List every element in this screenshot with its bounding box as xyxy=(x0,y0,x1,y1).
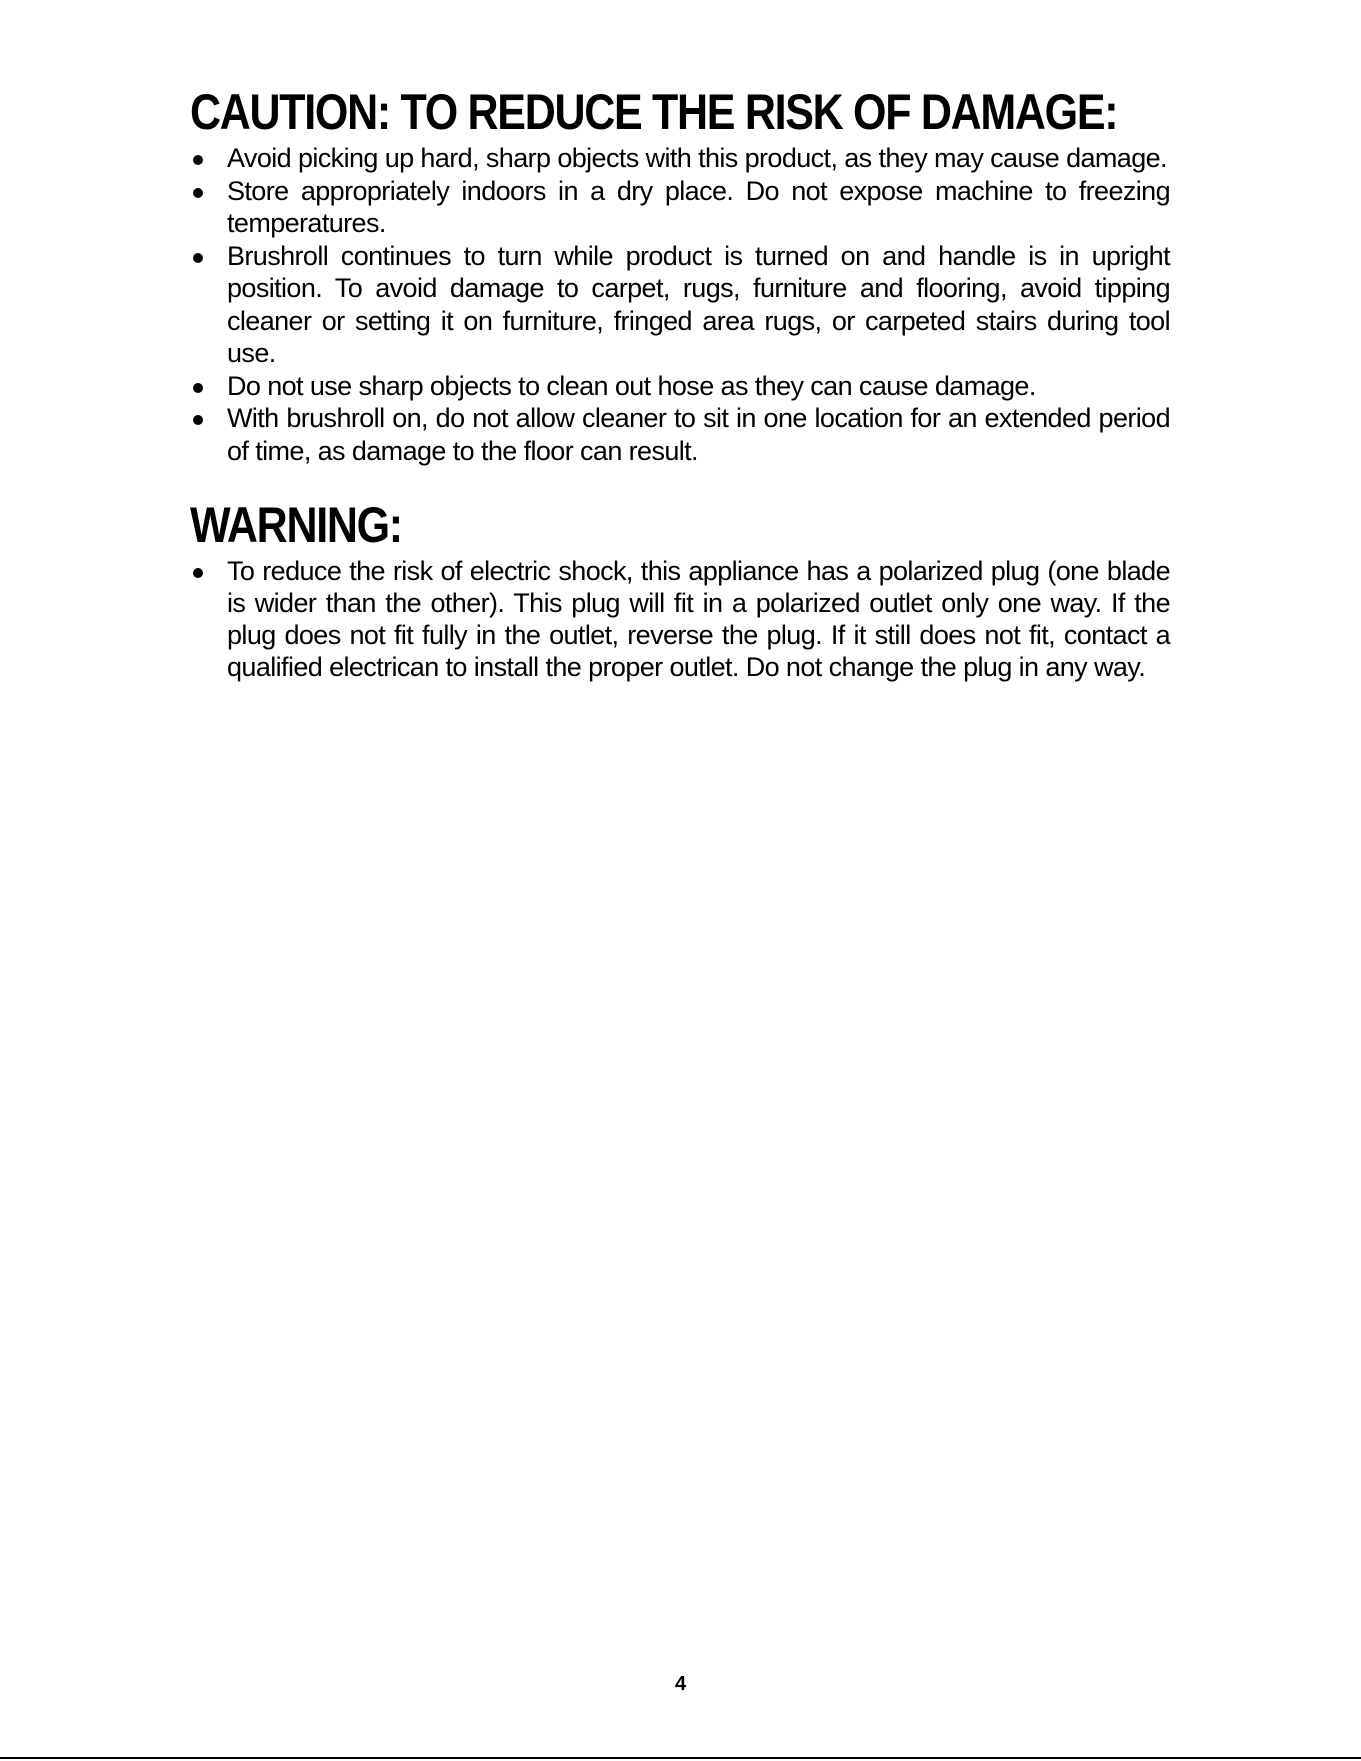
warning-section xyxy=(190,495,1170,683)
bullet-icon xyxy=(193,383,203,393)
warning-item-text: To reduce the risk of electric shock, this appliance has a polarized plug (one blade is wider than the other). This plug will fit in a polarized outlet only one way. If the plug does not fit fully in the outlet, reverse the plug. If it still does not fit, contact a qualified electrican to install the proper outlet. Do not change the plug in any way. xyxy=(227,556,1170,682)
warning-list xyxy=(190,555,1170,683)
caution-item xyxy=(190,175,1170,240)
caution-item xyxy=(190,240,1170,370)
caution-item-text: Store appropriately indoors in a dry place. Do not expose machine to freezing temperatures. xyxy=(227,175,1170,238)
caution-item-text: Do not use sharp objects to clean out hose as they can cause damage. xyxy=(227,370,1036,401)
page-number: 4 xyxy=(674,1673,687,1695)
caution-item xyxy=(190,402,1170,467)
page-bottom-border xyxy=(0,1757,1361,1759)
warning-heading: WARNING: xyxy=(190,497,402,553)
caution-item-text: Brushroll continues to turn while product is turned on and handle is in upright position. To avoid damage to carpet, rugs, furniture and flooring, avoid tipping cleaner or setting it on furniture, fringed area rugs, or carpeted stairs during tool use. xyxy=(227,240,1170,368)
bullet-icon xyxy=(193,253,203,263)
bullet-icon xyxy=(193,568,203,578)
caution-section xyxy=(190,82,1170,467)
caution-list xyxy=(190,142,1170,467)
caution-item-text: Avoid picking up hard, sharp objects with this product, as they may cause damage. xyxy=(227,143,1167,173)
warning-item xyxy=(190,555,1170,683)
bullet-icon xyxy=(193,188,203,198)
bullet-icon xyxy=(193,415,203,425)
caution-item-text: With brushroll on, do not allow cleaner to sit in one location for an extended period of time, as damage to the floor can result. xyxy=(227,403,1170,466)
bullet-icon xyxy=(193,155,203,165)
caution-item xyxy=(190,142,1170,175)
caution-heading: CAUTION: TO REDUCE THE RISK OF DAMAGE: xyxy=(190,84,1118,140)
caution-item xyxy=(190,370,1170,403)
